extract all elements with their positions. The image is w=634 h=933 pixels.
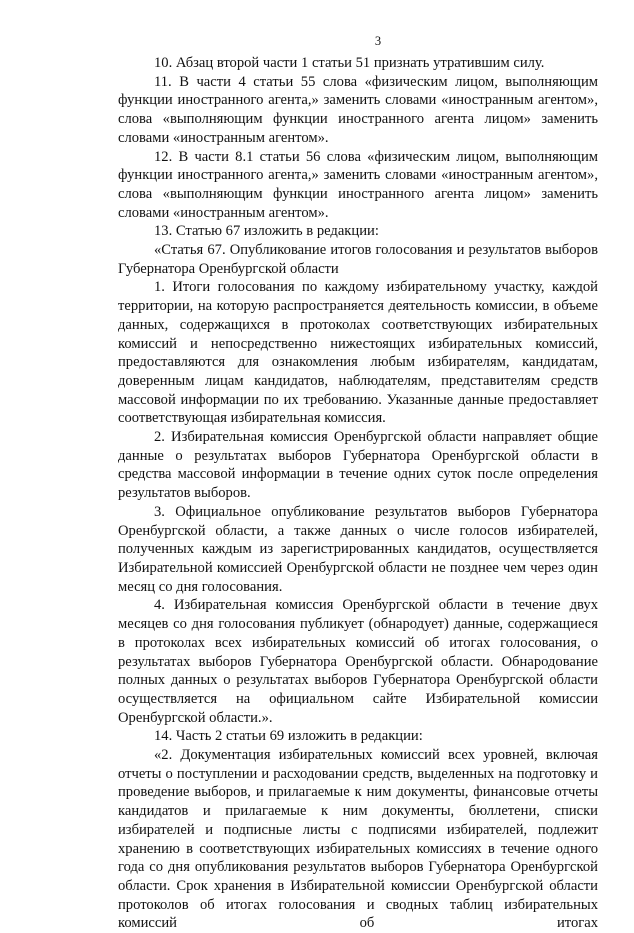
page-number: 3 <box>374 34 382 48</box>
paragraph-item-10: 10. Абзац второй части 1 статьи 51 признать утратившим силу. <box>154 55 545 71</box>
paragraph-item-11: 11. В части 4 статьи 55 слова «физическим лицом, выполняющим функции иностранного агента,» заменить словами «иностранным агентом», слова «выполняющим функции иностранного агента лицом» заменить словами «иностранным агентом». <box>118 73 598 146</box>
article-69-part-2: «2. Документация избирательных комиссий всех уровней, включая отчеты о поступлении и расходовании средств, выделенных на подготовку и проведение выборов, и прилагаемые к ним документы, финансовые отчеты кандидатов и прилагаемые к ним документы, бюллетени, списки избирателей и подписные листы с подписями избирателей, подлежит хранению в соответствующих избирательных комиссиях в течение одного года со дня опубликования результатов выборов Губернатора Оренбургской области. Срок хранения в Избирательной комиссии Оренбургской области протоколов об итогах голосования и сводных таблиц избирательных комиссий об итогах <box>118 747 598 932</box>
article-67-part-1: 1. Итоги голосования по каждому избирательному участку, каждой территории, на которую распространяется деятельность комиссии, в объеме данных, содержащихся в протоколах соответствующих избирательных комиссий и непосредственно нижестоящих избирательных комиссий, предоставляются для ознакомления любым избирателям, кандидатам, доверенным лицам кандидатов, наблюдателям, представителям средств массовой информации по их требованию. Указанные данные предоставляет соответствующая избирательная комиссия. <box>118 279 598 427</box>
article-67-heading: «Статья 67. Опубликование итогов голосования и результатов выборов Губернатора Оренбургской области <box>118 242 598 277</box>
article-67-part-2: 2. Избирательная комиссия Оренбургской области направляет общие данные о результатах выборов Губернатора Оренбургской области в средства массовой информации в течение одних суток после определения результатов выборов. <box>118 429 598 502</box>
paragraph-item-13: 13. Статью 67 изложить в редакции: <box>154 223 379 240</box>
paragraph-item-12: 12. В части 8.1 статьи 56 слова «физическим лицом, выполняющим функции иностранного агента,» заменить словами «иностранным агентом», слова «выполняющим функции иностранного агента лицом» заменить словами «иностранным агентом». <box>118 148 598 221</box>
article-67-part-4: 4. Избирательная комиссия Оренбургской области в течение двух месяцев со дня голосования публикует (обнародует) данные, содержащиеся в протоколах всех избирательных комиссий об итогах голосования, о результатах выборов Губернатора Оренбургской области. Обнародование полных данных о результатах выборов Губернатора Оренбургской области осуществляется на официальном сайте Избирательной комиссии Оренбургской области.». <box>118 597 598 726</box>
paragraph-item-14: 14. Часть 2 статьи 69 изложить в редакции: <box>154 728 423 745</box>
article-67-part-3: 3. Официальное опубликование результатов выборов Губернатора Оренбургской области, а также данных о числе голосов избирателей, полученных каждым из зарегистрированных кандидатов, осуществляется Избирательной комиссией Оренбургской области не позднее чем через один месяц со дня голосования. <box>118 503 598 595</box>
